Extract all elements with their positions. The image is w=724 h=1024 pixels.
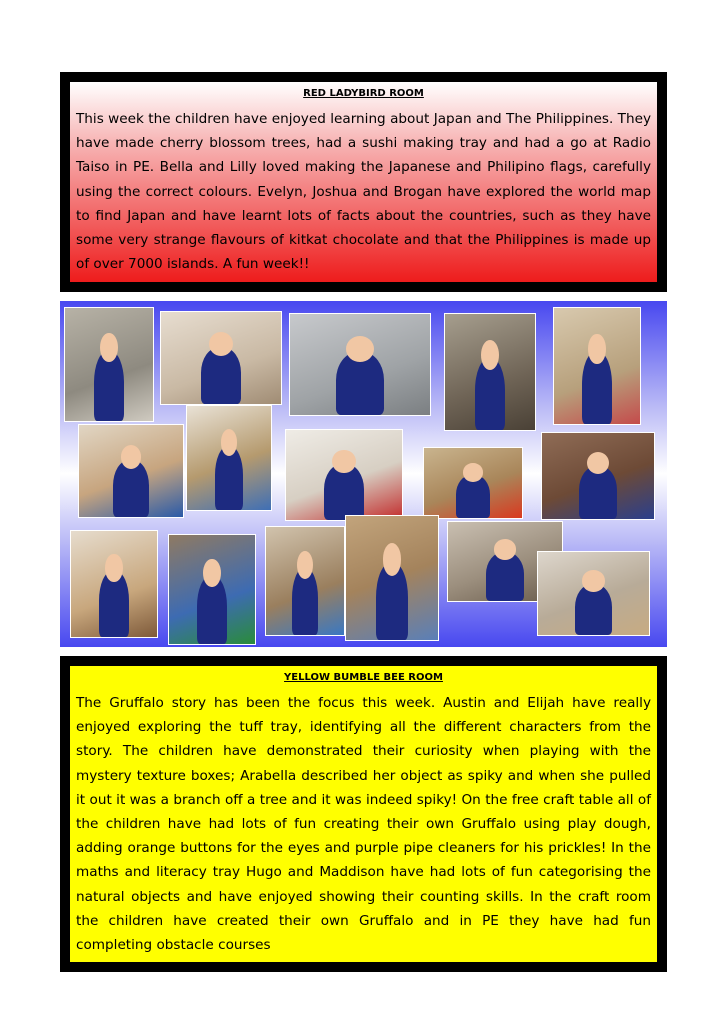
child-face — [383, 543, 401, 575]
collage-photo — [444, 313, 536, 431]
collage-photo — [289, 313, 431, 416]
child-face — [297, 551, 313, 579]
collage-photo — [78, 424, 184, 518]
child-face — [203, 559, 220, 587]
child-face — [588, 334, 605, 364]
yellow-bumble-bee-room-panel — [70, 666, 657, 962]
collage-photo — [423, 447, 523, 519]
child-face — [494, 539, 517, 560]
yellow-bumble-bee-room-text: The Gruffalo story has been the focus this week. Austin and Elijah have really enjoyed exploring the tuff tray, identifying all the different characters from the story. The children have demonstrated their curiosity when playing with the mystery texture boxes; Arabella described her object as spiky and when she pulled it out it was a branch off a tree and it was indeed spiky! On the free craft table all of the children have had lots of fun creating their own Gruffalo using play dough, adding orange buttons for the eyes and purple pipe cleaners for his prickles! In the maths and literacy tray Hugo and Maddison have had lots of fun categorising the natural objects and have enjoyed showing their counting skills. In the craft room the children have created their own Gruffalo and in PE they have had fun completing obstacle courses — [76, 695, 651, 954]
child-face — [332, 450, 355, 473]
collage-photo — [64, 307, 154, 422]
collage-photo — [186, 405, 272, 511]
red-ladybird-room-text: This week the children have enjoyed learning about Japan and The Philippines. They have made cherry blossom trees, had a sushi making tray and had a go at Radio Taiso in PE. Bella and Lilly loved making the Japanese and Philipino flags, carefully using the correct colours. Evelyn, Joshua and Brogan have explored the world map to find Japan and have learnt lots of facts about the countries, such as they have some very strange flavours of kitkat chocolate and that the Philippines is made up of over 7000 islands. A fun week!! — [76, 111, 651, 273]
collage-photo — [553, 307, 641, 425]
collage-photo — [265, 526, 345, 636]
red-ladybird-room-title: RED LADYBIRD ROOM — [303, 88, 424, 99]
yellow-bumble-bee-room-box — [60, 656, 667, 972]
collage-photo — [537, 551, 650, 636]
collage-photo — [168, 534, 256, 645]
child-face — [105, 554, 122, 582]
yellow-bumble-bee-room-title: YELLOW BUMBLE BEE ROOM — [284, 672, 443, 683]
child-face — [481, 340, 499, 370]
collage-photo — [345, 515, 439, 641]
collage-photo — [541, 432, 655, 520]
collage-photo — [285, 429, 403, 521]
photo-collage — [60, 301, 667, 647]
child-face — [463, 463, 483, 481]
child-face — [221, 429, 238, 456]
child-face — [100, 333, 118, 362]
child-face — [582, 570, 604, 592]
red-ladybird-room-panel — [70, 82, 657, 282]
collage-photo — [70, 530, 158, 638]
collage-photo — [160, 311, 282, 405]
red-ladybird-room-box — [60, 72, 667, 292]
child-face — [209, 332, 233, 356]
